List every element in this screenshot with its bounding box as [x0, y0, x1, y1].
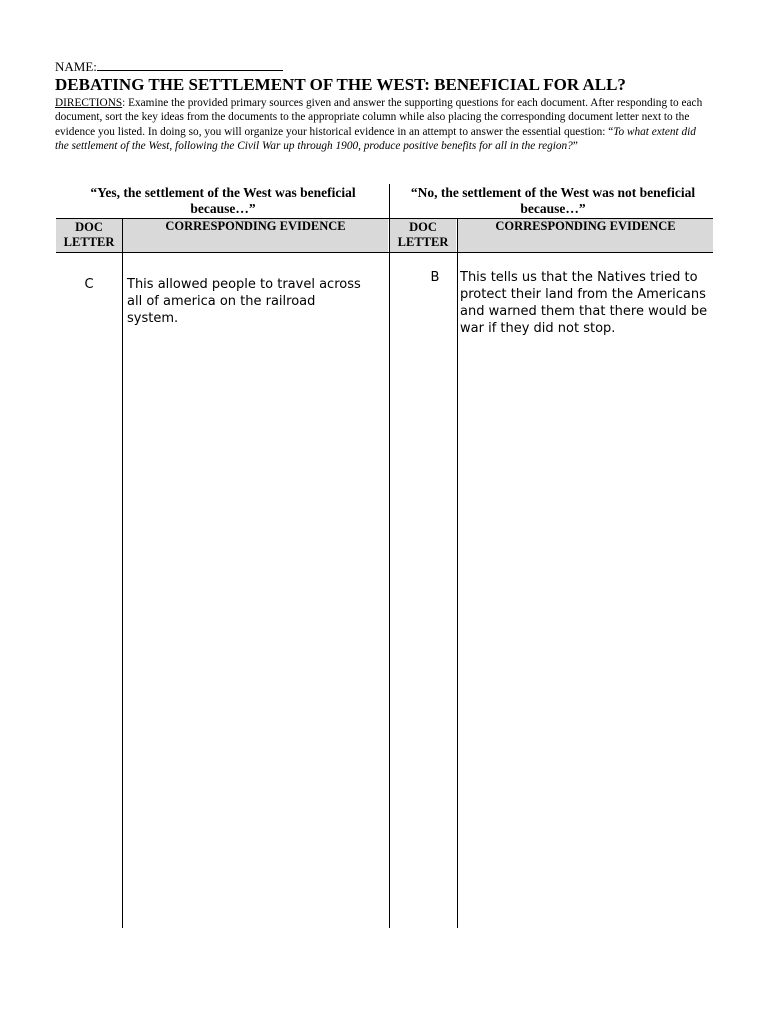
- directions-label: DIRECTIONS: [55, 97, 123, 109]
- evidence-label-left: CORRESPONDING EVIDENCE: [165, 219, 346, 233]
- name-label: NAME:: [55, 59, 97, 74]
- doc-letter-label-left: DOC LETTER: [63, 220, 115, 249]
- doc-letter-label-right: DOC LETTER: [397, 220, 449, 249]
- no-column-header: “No, the settlement of the West was not beneficial because…”: [410, 185, 696, 216]
- page-title: DEBATING THE SETTLEMENT OF THE WEST: BENEFICIAL FOR ALL?: [55, 75, 626, 94]
- left-entry-letter[interactable]: C: [84, 277, 94, 292]
- evidence-label-right: CORRESPONDING EVIDENCE: [495, 219, 676, 233]
- header-top-border: [56, 218, 713, 219]
- left-entry-evidence[interactable]: This allowed people to travel across all of america on the railroad system.: [127, 277, 361, 326]
- doc-letter-header-right: [390, 219, 456, 252]
- header-bottom-border: [56, 252, 713, 253]
- right-entry-evidence[interactable]: This tells us that the Natives tried to protect their land from the Americans and warned them that there would be war if they did not stop.: [460, 270, 708, 336]
- directions-paragraph: [55, 96, 711, 154]
- essential-question: To what extent did the settlement of the West, following the Civil War up through 1900, produce positive benefits for all in the region?: [55, 125, 696, 153]
- doc-letter-header-left: [56, 219, 122, 252]
- directions-end: ”: [572, 140, 578, 153]
- yes-column-header: “Yes, the settlement of the West was beneficial because…”: [90, 185, 356, 216]
- directions-text: : Examine the provided primary sources given and answer the supporting questions for each document. After responding to each document, sort the key ideas from the documents to the appropriate column while also placing the corresponding document letter next to the evidence you listed. In doing so, you will organize your historical evidence in an attempt to answer the essential question: “: [55, 97, 703, 138]
- name-field[interactable]: [55, 59, 283, 74]
- left-letter-divider: [122, 218, 123, 928]
- name-underline: [97, 59, 283, 71]
- center-divider: [389, 184, 390, 928]
- right-letter-divider: [457, 218, 458, 928]
- evidence-header-left: [123, 219, 388, 252]
- evidence-header-right: [458, 219, 713, 252]
- right-entry-letter[interactable]: B: [430, 270, 440, 285]
